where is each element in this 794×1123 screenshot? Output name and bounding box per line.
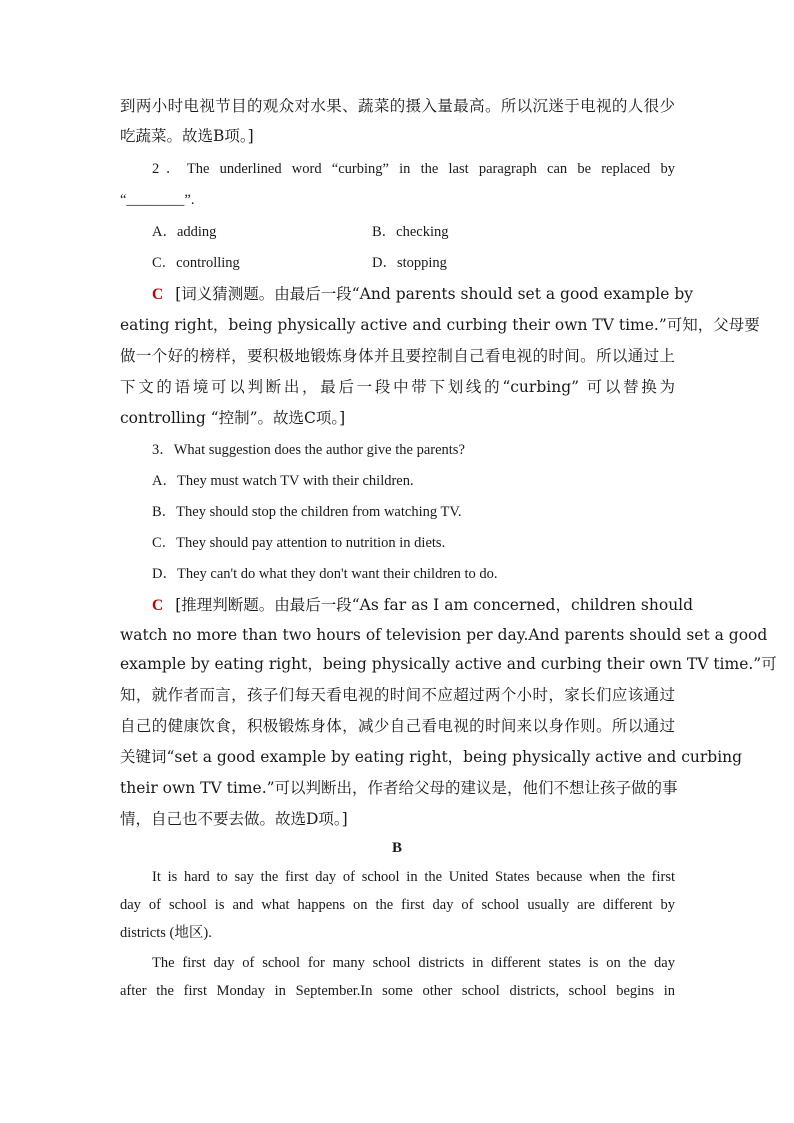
text-line: 到两小时电视节目的观众对水果、蔬菜的摄入量最高。所以沉迷于电视的人很少 [120, 97, 675, 115]
text-line: 知，就作者而言，孩子们每天看电视的时间不应超过两个小时，家长们应该通过 [120, 686, 675, 704]
question-2-option-a: A．adding [152, 224, 217, 240]
question-3-stem: 3．What suggestion does the author give the parents? [152, 442, 465, 458]
question-3-option-a: A．They must watch TV with their children. [152, 473, 414, 489]
text-line: eating right，being physically active and curbing their own TV time.”可知，父母要 [120, 316, 760, 334]
text-line: 情，自己也不要去做。故选D项。] [120, 810, 348, 828]
text-line: 关键词“set a good example by eating right，being physically active and curbing [120, 748, 743, 766]
question-2-explanation: C [词义猜测题。由最后一段“And parents should set a good example by [152, 285, 693, 303]
question-3-option-d: D．They can't do what they don't want their children to do. [152, 566, 498, 582]
text-line: controlling “控制”。故选C项。] [120, 409, 346, 427]
question-2-blank: “________”. [120, 192, 195, 208]
question-2-stem: 2．The underlined word “curbing” in the last paragraph can be replaced by [152, 161, 675, 177]
question-3-option-b: B．They should stop the children from watching TV. [152, 504, 462, 520]
question-3-explanation: C [推理判断题。由最后一段“As far as I am concerned，children should [152, 596, 694, 614]
passage-line: The first day of school for many school districts in different states is on the day [152, 955, 675, 971]
passage-line: It is hard to say the first day of school in the United States because when the first [152, 869, 675, 885]
question-2-option-d: D．stopping [372, 255, 447, 271]
question-3-answer: C [152, 597, 164, 614]
question-3-option-c: C．They should pay attention to nutrition in diets. [152, 535, 446, 551]
passage-line: day of school is and what happens on the first day of school usually are different by [120, 897, 675, 913]
text-line: 下文的语境可以判断出，最后一段中带下划线的“curbing” 可以替换为 [120, 378, 675, 396]
text-line: 吃蔬菜。故选B项。] [120, 127, 254, 145]
text-line: their own TV time.”可以判断出，作者给父母的建议是，他们不想让孩子做的事 [120, 779, 678, 797]
question-2-option-b: B．checking [372, 224, 449, 240]
text-line: 自己的健康饮食，积极锻炼身体，减少自己看电视的时间来以身作则。所以通过 [120, 717, 675, 735]
text-line: 做一个好的榜样，要积极地锻炼身体并且要控制自己看电视的时间。所以通过上 [120, 347, 675, 365]
question-2-option-c: C．controlling [152, 255, 240, 271]
text-line: watch no more than two hours of television per day.And parents should set a good [120, 626, 768, 644]
question-2-answer: C [152, 286, 164, 303]
text-line: example by eating right，being physically active and curbing their own TV time.”可 [120, 655, 777, 673]
passage-line: districts (地区). [120, 925, 212, 941]
passage-line: after the first Monday in September.In some other school districts, school begins in [120, 983, 675, 999]
section-heading: B [391, 840, 402, 856]
